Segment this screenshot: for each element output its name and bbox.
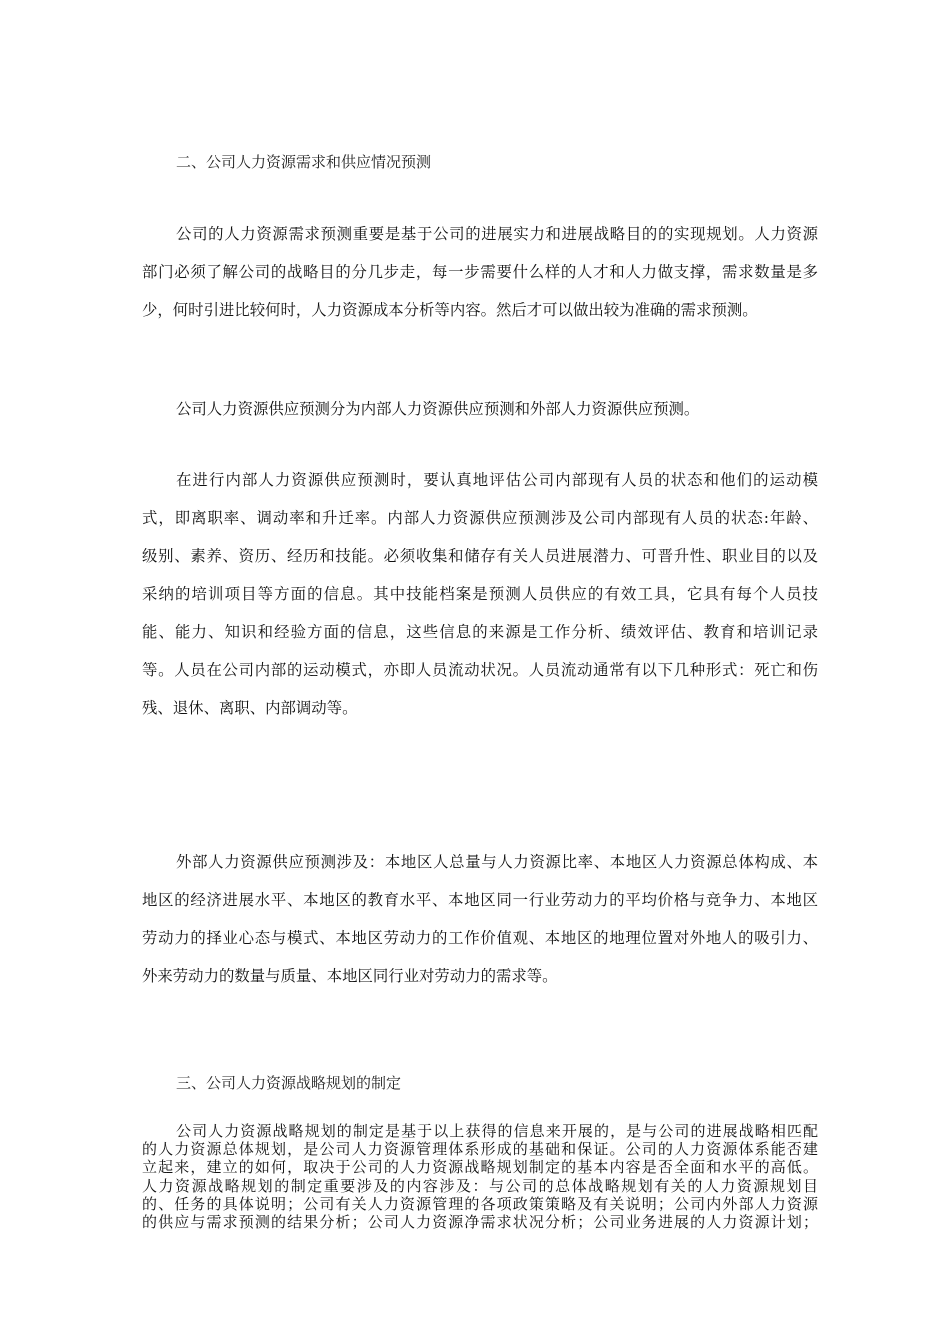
section2-paragraph-1 bbox=[142, 215, 818, 329]
text-line: 在进行内部人力资源供应预测时，要认真地评估公司内部现有人员的状态和他们的运动模 bbox=[176, 471, 818, 489]
section2-heading: 二、公司人力资源需求和供应情况预测 bbox=[176, 153, 432, 171]
text-line: 的供应与需求预测的结果分析；公司人力资源净需求状况分析；公司业务进展的人力资源计划； bbox=[142, 1212, 818, 1231]
text-line: 的人力资源总体规划，是公司人力资源管理体系形成的基础和保证。公司的人力资源体系能否建 bbox=[142, 1140, 818, 1159]
text-line: 采纳的培训项目等方面的信息。其中技能档案是预测人员供应的有效工具，它具有每个人员技 bbox=[142, 585, 818, 603]
text-line: 人力资源战略规划的制定重要涉及的内容涉及：与公司的总体战略规划有关的人力资源规划目 bbox=[142, 1176, 818, 1195]
text-line: 少，何时引进比较何时，人力资源成本分析等内容。然后才可以做出较为准确的需求预测。 bbox=[142, 301, 758, 319]
text-line: 地区的经济进展水平、本地区的教育水平、本地区同一行业劳动力的平均价格与竞争力、本地区 bbox=[142, 891, 818, 909]
text-line: 式，即离职率、调动率和升迁率。内部人力资源供应预测涉及公司内部现有人员的状态:年龄、 bbox=[142, 509, 818, 527]
section2-paragraph-2 bbox=[142, 390, 818, 428]
section2-paragraph-4 bbox=[142, 843, 818, 995]
text-line: 残、退休、离职、内部调动等。 bbox=[142, 699, 358, 717]
text-line: 公司的人力资源需求预测重要是基于公司的进展实力和进展战略目的的实现规划。人力资源 bbox=[176, 225, 818, 243]
text-line: 外来劳动力的数量与质量、本地区同行业对劳动力的需求等。 bbox=[142, 967, 558, 985]
text-line: 公司人力资源战略规划的制定是基于以上获得的信息来开展的，是与公司的进展战略相匹配 bbox=[176, 1122, 818, 1140]
section3-heading: 三、公司人力资源战略规划的制定 bbox=[176, 1074, 402, 1092]
section3-paragraph-1 bbox=[142, 1122, 818, 1231]
text-line: 劳动力的择业心态与模式、本地区劳动力的工作价值观、本地区的地理位置对外地人的吸引力、 bbox=[142, 929, 818, 947]
text-line: 部门必须了解公司的战略目的分几步走，每一步需要什么样的人才和人力做支撑，需求数量是多 bbox=[142, 263, 818, 281]
text-line: 公司人力资源供应预测分为内部人力资源供应预测和外部人力资源供应预测。 bbox=[176, 400, 700, 418]
text-line: 立起来，建立的如何，取决于公司的人力资源战略规划制定的基本内容是否全面和水平的高低。 bbox=[142, 1158, 818, 1177]
text-line: 能、能力、知识和经验方面的信息，这些信息的来源是工作分析、绩效评估、教育和培训记录 bbox=[142, 623, 818, 641]
text-line: 外部人力资源供应预测涉及：本地区人总量与人力资源比率、本地区人力资源总体构成、本 bbox=[176, 853, 818, 871]
text-line: 的、任务的具体说明；公司有关人力资源管理的各项政策策略及有关说明；公司内外部人力资源 bbox=[142, 1194, 818, 1213]
text-line: 级别、素养、资历、经历和技能。必须收集和储存有关人员进展潜力、可晋升性、职业目的以及 bbox=[142, 547, 818, 565]
section2-paragraph-3 bbox=[142, 461, 818, 727]
text-line: 等。人员在公司内部的运动模式，亦即人员流动状况。人员流动通常有以下几种形式：死亡和伤 bbox=[142, 661, 818, 679]
